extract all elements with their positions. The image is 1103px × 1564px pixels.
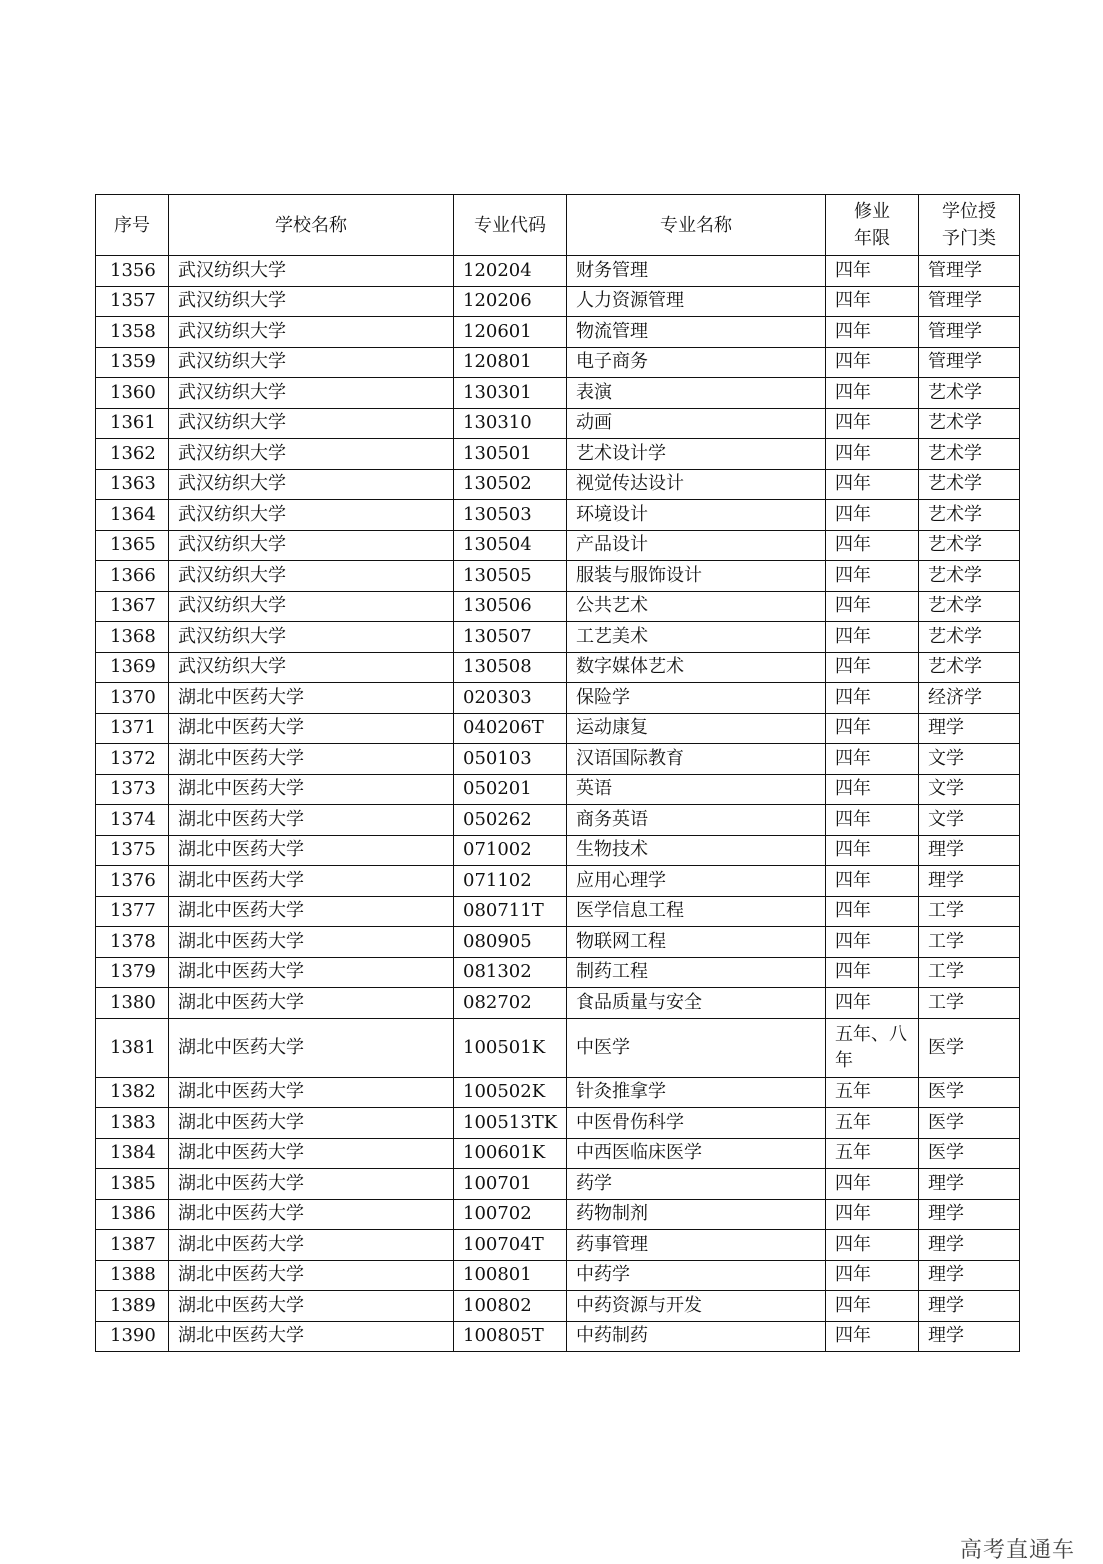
cell-code: 050201	[454, 774, 567, 805]
cell-code: 120801	[454, 347, 567, 378]
cell-school: 湖北中医药大学	[169, 744, 454, 775]
cell-duration: 四年	[826, 652, 919, 683]
cell-index: 1386	[96, 1199, 169, 1230]
header-duration-line2: 年限	[854, 228, 890, 249]
cell-degree: 管理学	[919, 256, 1020, 287]
cell-duration: 四年	[826, 957, 919, 988]
cell-code: 071102	[454, 866, 567, 897]
cell-code: 130301	[454, 378, 567, 409]
cell-major: 汉语国际教育	[567, 744, 826, 775]
cell-duration: 四年	[826, 866, 919, 897]
table-row	[96, 835, 1020, 866]
cell-degree: 艺术学	[919, 622, 1020, 653]
cell-school: 湖北中医药大学	[169, 1321, 454, 1352]
cell-school: 武汉纺织大学	[169, 256, 454, 287]
cell-code: 100704T	[454, 1230, 567, 1261]
cell-degree: 文学	[919, 805, 1020, 836]
cell-degree: 理学	[919, 835, 1020, 866]
cell-code: 120204	[454, 256, 567, 287]
cell-code: 120206	[454, 286, 567, 317]
cell-degree: 理学	[919, 1260, 1020, 1291]
cell-duration: 四年	[826, 805, 919, 836]
cell-major: 食品质量与安全	[567, 988, 826, 1019]
cell-index: 1368	[96, 622, 169, 653]
cell-code: 130502	[454, 469, 567, 500]
cell-major: 药学	[567, 1169, 826, 1200]
cell-school: 湖北中医药大学	[169, 805, 454, 836]
cell-index: 1366	[96, 561, 169, 592]
header-code: 专业代码	[454, 195, 567, 256]
cell-degree: 艺术学	[919, 439, 1020, 470]
cell-school: 湖北中医药大学	[169, 957, 454, 988]
cell-degree: 管理学	[919, 286, 1020, 317]
cell-index: 1387	[96, 1230, 169, 1261]
cell-duration: 五年	[826, 1108, 919, 1139]
header-row	[96, 195, 1020, 256]
cell-major: 工艺美术	[567, 622, 826, 653]
cell-code: 080905	[454, 927, 567, 958]
cell-duration: 四年	[826, 713, 919, 744]
cell-degree: 理学	[919, 1291, 1020, 1322]
cell-major: 药事管理	[567, 1230, 826, 1261]
cell-index: 1359	[96, 347, 169, 378]
cell-school: 武汉纺织大学	[169, 500, 454, 531]
cell-index: 1374	[96, 805, 169, 836]
cell-major: 中医学	[567, 1018, 826, 1077]
cell-index: 1365	[96, 530, 169, 561]
cell-duration: 四年	[826, 561, 919, 592]
cell-code: 130508	[454, 652, 567, 683]
table-row	[96, 957, 1020, 988]
cell-degree: 艺术学	[919, 652, 1020, 683]
cell-index: 1360	[96, 378, 169, 409]
cell-school: 湖北中医药大学	[169, 1169, 454, 1200]
cell-major: 中药制药	[567, 1321, 826, 1352]
cell-code: 130507	[454, 622, 567, 653]
cell-school: 武汉纺织大学	[169, 652, 454, 683]
table-row	[96, 774, 1020, 805]
cell-school: 湖北中医药大学	[169, 1018, 454, 1077]
cell-major: 财务管理	[567, 256, 826, 287]
table-row	[96, 378, 1020, 409]
cell-degree: 理学	[919, 1230, 1020, 1261]
table-row	[96, 1260, 1020, 1291]
cell-school: 武汉纺织大学	[169, 591, 454, 622]
table-row	[96, 347, 1020, 378]
cell-index: 1357	[96, 286, 169, 317]
cell-index: 1367	[96, 591, 169, 622]
cell-duration: 四年	[826, 1230, 919, 1261]
cell-major: 中医骨伤科学	[567, 1108, 826, 1139]
cell-index: 1384	[96, 1138, 169, 1169]
cell-school: 湖北中医药大学	[169, 1138, 454, 1169]
cell-major: 产品设计	[567, 530, 826, 561]
cell-index: 1381	[96, 1018, 169, 1077]
cell-code: 100805T	[454, 1321, 567, 1352]
cell-school: 湖北中医药大学	[169, 1291, 454, 1322]
header-degree	[919, 195, 1020, 256]
cell-school: 湖北中医药大学	[169, 1077, 454, 1108]
cell-duration: 四年	[826, 835, 919, 866]
cell-duration: 四年	[826, 1260, 919, 1291]
table-row	[96, 500, 1020, 531]
cell-major: 医学信息工程	[567, 896, 826, 927]
cell-school: 湖北中医药大学	[169, 927, 454, 958]
table-row	[96, 652, 1020, 683]
cell-major: 制药工程	[567, 957, 826, 988]
cell-code: 020303	[454, 683, 567, 714]
cell-duration: 四年	[826, 1291, 919, 1322]
table-row	[96, 530, 1020, 561]
cell-school: 湖北中医药大学	[169, 1199, 454, 1230]
cell-degree: 管理学	[919, 317, 1020, 348]
cell-duration: 四年	[826, 256, 919, 287]
cell-degree: 理学	[919, 1169, 1020, 1200]
cell-degree: 经济学	[919, 683, 1020, 714]
cell-duration: 四年	[826, 591, 919, 622]
table-body	[96, 256, 1020, 1352]
cell-major: 物联网工程	[567, 927, 826, 958]
cell-school: 武汉纺织大学	[169, 347, 454, 378]
majors-table	[95, 194, 1020, 1352]
header-duration	[826, 195, 919, 256]
table-row	[96, 805, 1020, 836]
cell-index: 1378	[96, 927, 169, 958]
cell-major: 艺术设计学	[567, 439, 826, 470]
cell-major: 药物制剂	[567, 1199, 826, 1230]
cell-degree: 艺术学	[919, 561, 1020, 592]
cell-index: 1361	[96, 408, 169, 439]
table-row	[96, 469, 1020, 500]
cell-major: 中西医临床医学	[567, 1138, 826, 1169]
cell-duration: 五年	[826, 1077, 919, 1108]
cell-major: 运动康复	[567, 713, 826, 744]
cell-school: 湖北中医药大学	[169, 1260, 454, 1291]
cell-major: 英语	[567, 774, 826, 805]
cell-degree: 工学	[919, 927, 1020, 958]
cell-index: 1362	[96, 439, 169, 470]
cell-school: 湖北中医药大学	[169, 835, 454, 866]
cell-duration: 四年	[826, 683, 919, 714]
cell-major: 保险学	[567, 683, 826, 714]
table-row	[96, 896, 1020, 927]
cell-degree: 工学	[919, 957, 1020, 988]
header-major: 专业名称	[567, 195, 826, 256]
cell-major: 数字媒体艺术	[567, 652, 826, 683]
table-row	[96, 713, 1020, 744]
cell-major: 物流管理	[567, 317, 826, 348]
table-row	[96, 744, 1020, 775]
table-row	[96, 286, 1020, 317]
cell-duration: 四年	[826, 378, 919, 409]
table-row	[96, 927, 1020, 958]
table-row	[96, 683, 1020, 714]
cell-index: 1358	[96, 317, 169, 348]
table-row	[96, 561, 1020, 592]
table-row	[96, 1199, 1020, 1230]
cell-code: 071002	[454, 835, 567, 866]
table-row	[96, 1108, 1020, 1139]
cell-major: 商务英语	[567, 805, 826, 836]
cell-duration: 四年	[826, 1199, 919, 1230]
cell-code: 081302	[454, 957, 567, 988]
cell-school: 武汉纺织大学	[169, 317, 454, 348]
cell-degree: 工学	[919, 988, 1020, 1019]
cell-major: 针灸推拿学	[567, 1077, 826, 1108]
cell-duration: 四年	[826, 286, 919, 317]
cell-school: 武汉纺织大学	[169, 469, 454, 500]
header-school: 学校名称	[169, 195, 454, 256]
cell-code: 050103	[454, 744, 567, 775]
cell-duration: 四年	[826, 896, 919, 927]
cell-duration: 四年	[826, 347, 919, 378]
table-row	[96, 1077, 1020, 1108]
cell-degree: 理学	[919, 713, 1020, 744]
cell-index: 1380	[96, 988, 169, 1019]
cell-duration: 四年	[826, 408, 919, 439]
cell-duration: 五年、八年	[826, 1018, 919, 1077]
table-header	[96, 195, 1020, 256]
cell-code: 100702	[454, 1199, 567, 1230]
cell-major: 公共艺术	[567, 591, 826, 622]
table-row	[96, 1291, 1020, 1322]
cell-school: 武汉纺织大学	[169, 530, 454, 561]
cell-code: 082702	[454, 988, 567, 1019]
cell-school: 湖北中医药大学	[169, 683, 454, 714]
cell-school: 武汉纺织大学	[169, 622, 454, 653]
cell-school: 湖北中医药大学	[169, 896, 454, 927]
cell-index: 1383	[96, 1108, 169, 1139]
cell-index: 1373	[96, 774, 169, 805]
cell-major: 生物技术	[567, 835, 826, 866]
cell-degree: 医学	[919, 1108, 1020, 1139]
table-row	[96, 408, 1020, 439]
cell-major: 服装与服饰设计	[567, 561, 826, 592]
cell-major: 视觉传达设计	[567, 469, 826, 500]
cell-school: 湖北中医药大学	[169, 1230, 454, 1261]
cell-index: 1372	[96, 744, 169, 775]
cell-degree: 管理学	[919, 347, 1020, 378]
cell-degree: 文学	[919, 744, 1020, 775]
cell-degree: 艺术学	[919, 378, 1020, 409]
table-row	[96, 1138, 1020, 1169]
cell-duration: 四年	[826, 469, 919, 500]
cell-degree: 理学	[919, 866, 1020, 897]
cell-degree: 艺术学	[919, 591, 1020, 622]
table-row	[96, 1321, 1020, 1352]
cell-code: 100801	[454, 1260, 567, 1291]
table-row	[96, 1169, 1020, 1200]
cell-code: 130504	[454, 530, 567, 561]
cell-index: 1371	[96, 713, 169, 744]
cell-index: 1363	[96, 469, 169, 500]
cell-school: 武汉纺织大学	[169, 378, 454, 409]
cell-school: 湖北中医药大学	[169, 774, 454, 805]
cell-degree: 医学	[919, 1018, 1020, 1077]
cell-school: 湖北中医药大学	[169, 1108, 454, 1139]
table-row	[96, 256, 1020, 287]
cell-index: 1370	[96, 683, 169, 714]
table-row	[96, 866, 1020, 897]
cell-index: 1389	[96, 1291, 169, 1322]
cell-index: 1382	[96, 1077, 169, 1108]
table-row	[96, 591, 1020, 622]
cell-school: 武汉纺织大学	[169, 561, 454, 592]
cell-code: 100701	[454, 1169, 567, 1200]
table-row	[96, 1018, 1020, 1077]
cell-code: 100501K	[454, 1018, 567, 1077]
cell-school: 武汉纺织大学	[169, 439, 454, 470]
cell-index: 1364	[96, 500, 169, 531]
cell-code: 040206T	[454, 713, 567, 744]
cell-code: 100513TK	[454, 1108, 567, 1139]
cell-index: 1375	[96, 835, 169, 866]
cell-duration: 四年	[826, 622, 919, 653]
cell-code: 100601K	[454, 1138, 567, 1169]
cell-degree: 文学	[919, 774, 1020, 805]
cell-code: 050262	[454, 805, 567, 836]
cell-major: 中药学	[567, 1260, 826, 1291]
cell-school: 湖北中医药大学	[169, 713, 454, 744]
header-index: 序号	[96, 195, 169, 256]
cell-major: 环境设计	[567, 500, 826, 531]
cell-duration: 四年	[826, 1321, 919, 1352]
cell-duration: 四年	[826, 530, 919, 561]
cell-index: 1385	[96, 1169, 169, 1200]
cell-duration: 四年	[826, 317, 919, 348]
cell-degree: 艺术学	[919, 469, 1020, 500]
cell-school: 湖北中医药大学	[169, 866, 454, 897]
cell-code: 130505	[454, 561, 567, 592]
table-row	[96, 1230, 1020, 1261]
cell-code: 120601	[454, 317, 567, 348]
table-row	[96, 622, 1020, 653]
header-degree-line1: 学位授	[942, 201, 996, 222]
header-degree-line2: 予门类	[942, 228, 996, 249]
cell-degree: 医学	[919, 1138, 1020, 1169]
cell-school: 武汉纺织大学	[169, 286, 454, 317]
cell-index: 1388	[96, 1260, 169, 1291]
cell-duration: 四年	[826, 500, 919, 531]
cell-code: 100802	[454, 1291, 567, 1322]
cell-index: 1369	[96, 652, 169, 683]
cell-code: 080711T	[454, 896, 567, 927]
cell-index: 1377	[96, 896, 169, 927]
cell-degree: 艺术学	[919, 408, 1020, 439]
cell-major: 人力资源管理	[567, 286, 826, 317]
cell-code: 130506	[454, 591, 567, 622]
cell-major: 动画	[567, 408, 826, 439]
cell-major: 电子商务	[567, 347, 826, 378]
cell-duration: 五年	[826, 1138, 919, 1169]
watermark-text: 高考直通车	[959, 1538, 1075, 1563]
cell-code: 130503	[454, 500, 567, 531]
cell-degree: 艺术学	[919, 530, 1020, 561]
header-duration-line1: 修业	[854, 201, 890, 222]
cell-major: 表演	[567, 378, 826, 409]
cell-degree: 艺术学	[919, 500, 1020, 531]
cell-degree: 理学	[919, 1321, 1020, 1352]
cell-school: 武汉纺织大学	[169, 408, 454, 439]
table-row	[96, 317, 1020, 348]
cell-index: 1376	[96, 866, 169, 897]
cell-code: 130310	[454, 408, 567, 439]
table-row	[96, 988, 1020, 1019]
cell-duration: 四年	[826, 1169, 919, 1200]
cell-degree: 医学	[919, 1077, 1020, 1108]
cell-school: 湖北中医药大学	[169, 988, 454, 1019]
cell-duration: 四年	[826, 439, 919, 470]
table-row	[96, 439, 1020, 470]
cell-degree: 工学	[919, 896, 1020, 927]
cell-duration: 四年	[826, 744, 919, 775]
cell-duration: 四年	[826, 774, 919, 805]
cell-major: 应用心理学	[567, 866, 826, 897]
cell-index: 1390	[96, 1321, 169, 1352]
cell-duration: 四年	[826, 927, 919, 958]
cell-code: 100502K	[454, 1077, 567, 1108]
cell-code: 130501	[454, 439, 567, 470]
cell-major: 中药资源与开发	[567, 1291, 826, 1322]
cell-index: 1379	[96, 957, 169, 988]
cell-degree: 理学	[919, 1199, 1020, 1230]
cell-duration: 四年	[826, 988, 919, 1019]
cell-index: 1356	[96, 256, 169, 287]
